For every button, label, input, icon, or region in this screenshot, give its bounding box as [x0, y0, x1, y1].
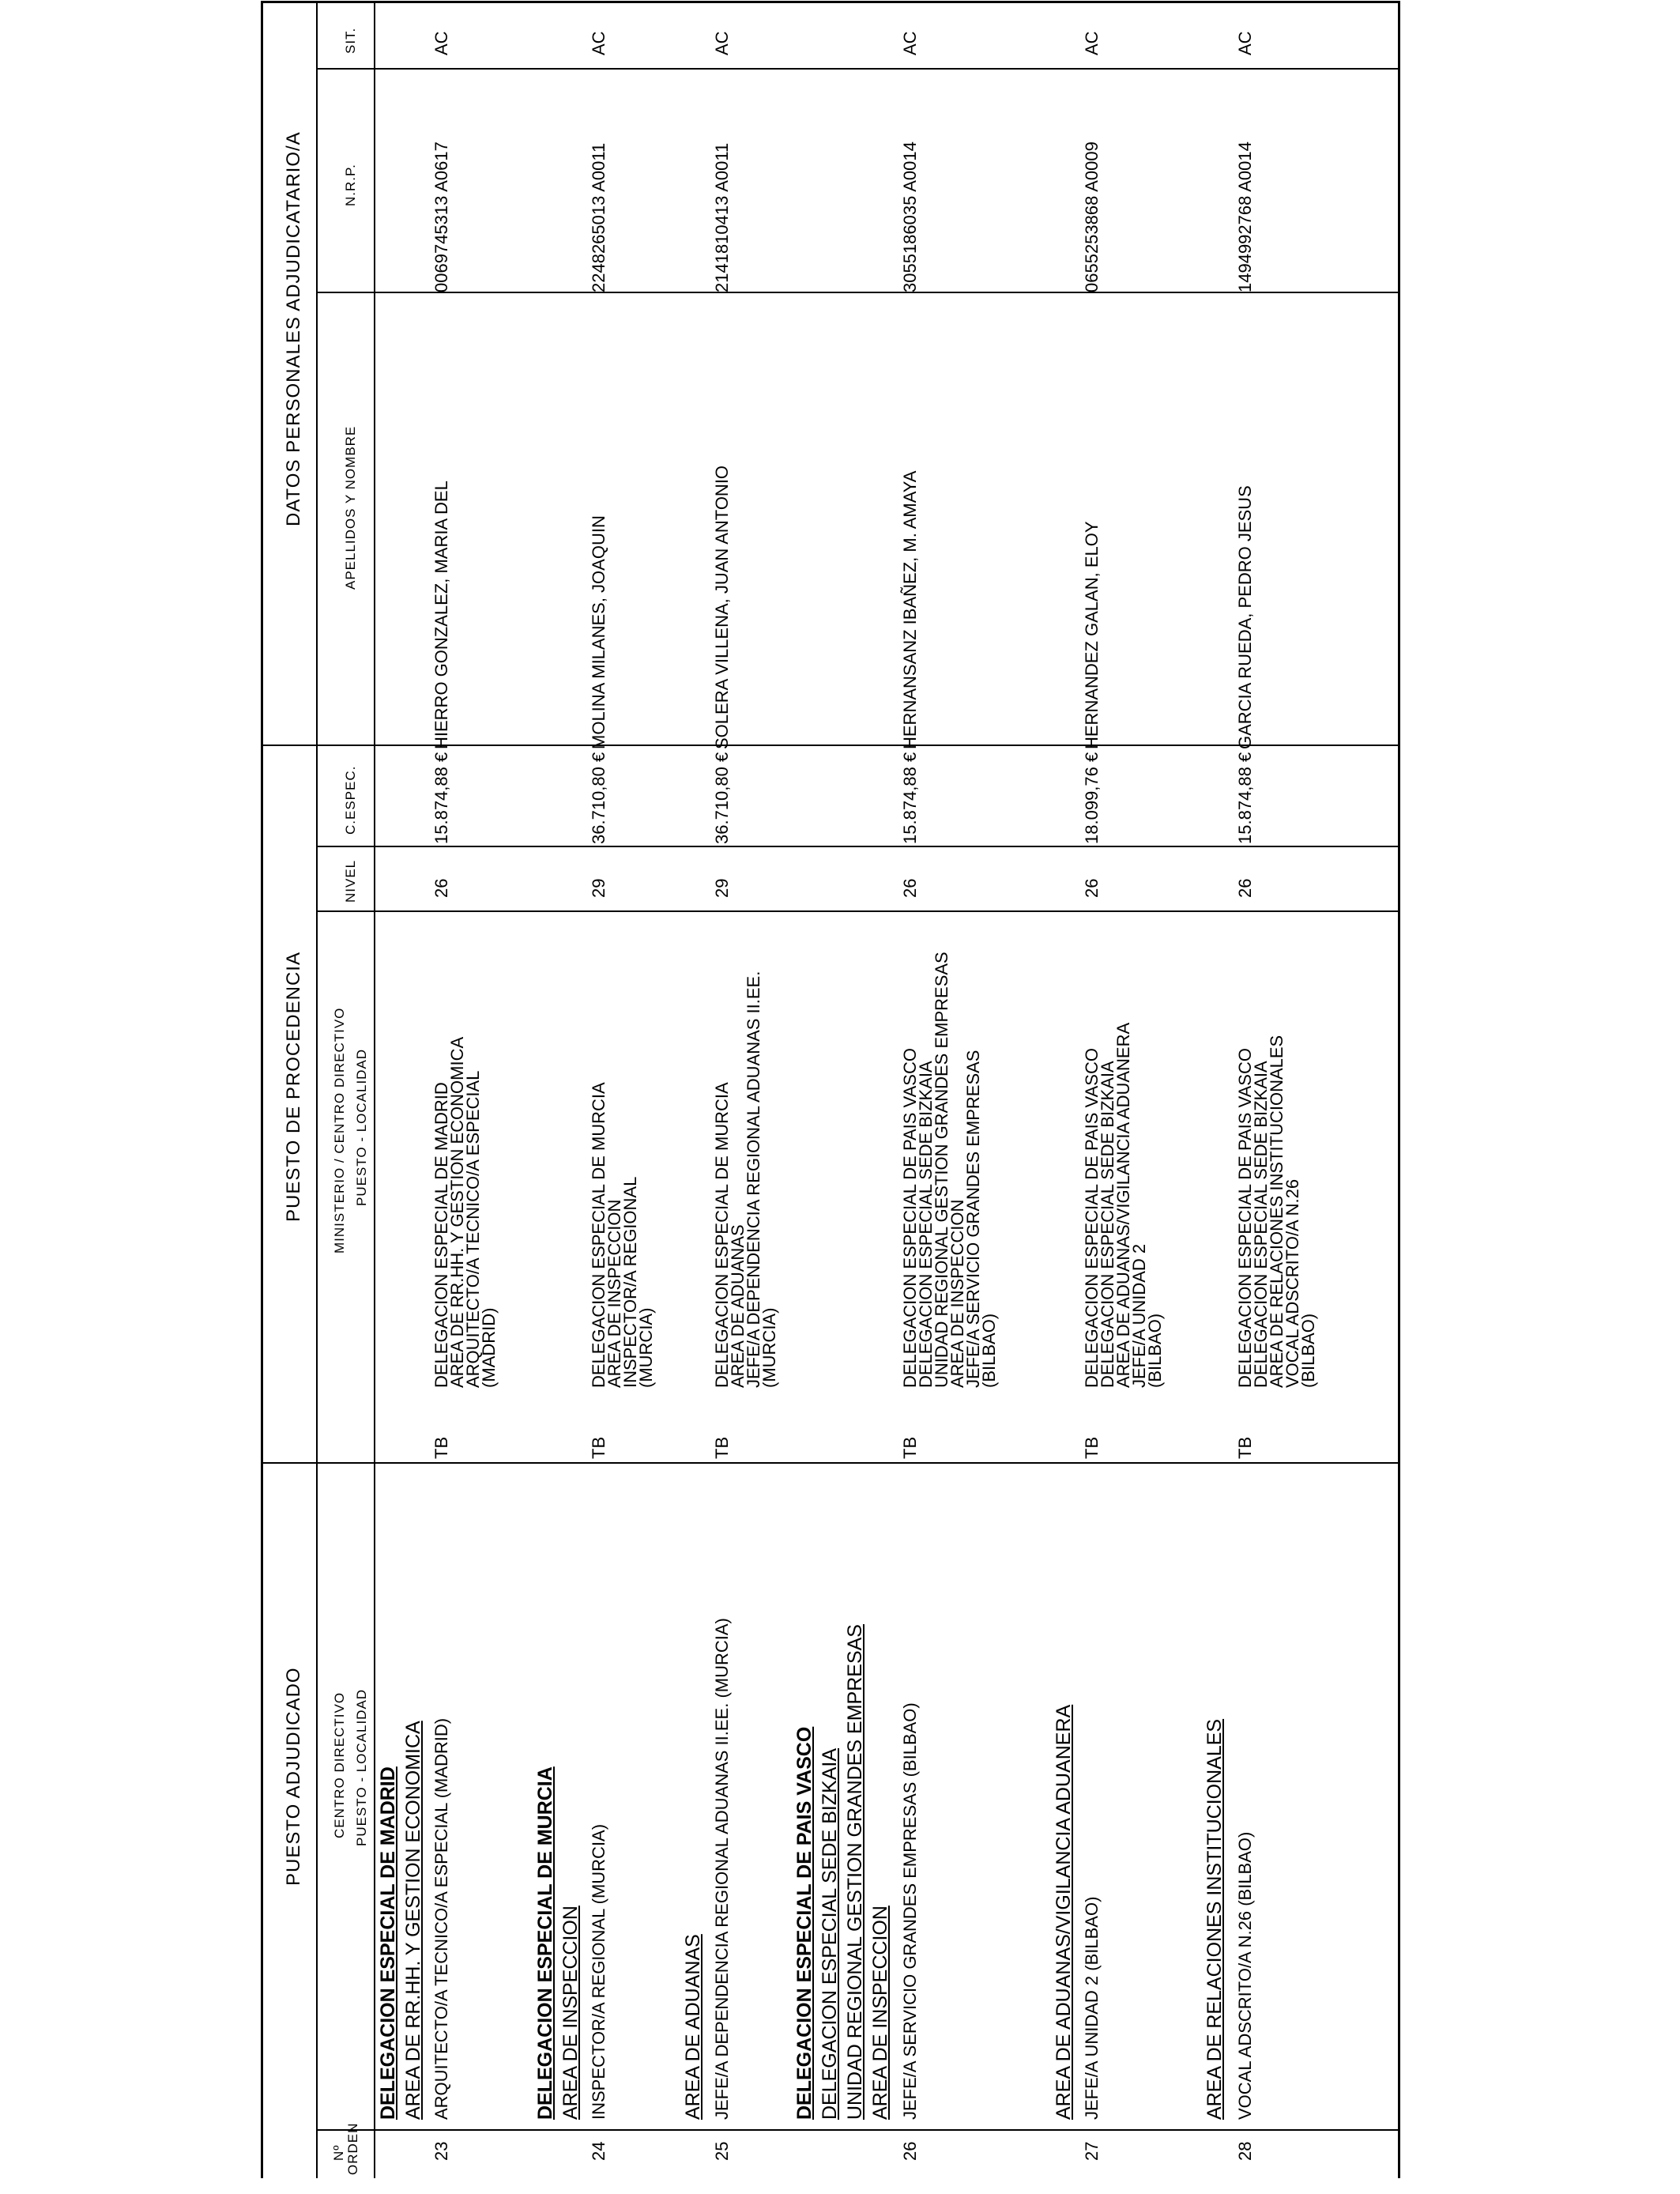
row-25-cespec: 36.710,80 € [712, 752, 732, 844]
row-23-sit: AC [431, 31, 451, 55]
header-centro-directivo: CENTRO DIRECTIVO [332, 1691, 347, 1838]
row-28-orden: 28 [1235, 2141, 1255, 2161]
header-orden: ORDEN [345, 2122, 360, 2175]
row-24-orden: 24 [589, 2141, 608, 2161]
row-23-nrp: 0069745313 A0617 [431, 141, 451, 292]
header-nivel: NIVEL [343, 859, 358, 903]
row-28-cespec: 15.874,88 € [1235, 752, 1255, 844]
row-25-nivel: 29 [712, 878, 732, 898]
section-unidad-grandes-empresas: UNIDAD REGIONAL GESTION GRANDES EMPRESAS [844, 1624, 866, 2120]
header-nrp: N.R.P. [343, 164, 358, 206]
row-26-tipo: TB [900, 1436, 920, 1459]
header-c-espec: C.ESPEC. [343, 765, 358, 835]
row-26-procedencia-4: AREA DE INSPECCION [947, 1199, 967, 1388]
row-26-procedencia-5: JEFE/A SERVICIO GRANDES EMPRESAS [963, 1050, 983, 1388]
header-apellidos: APELLIDOS Y NOMBRE [343, 425, 358, 590]
row-25-orden: 25 [712, 2141, 732, 2161]
header-puesto-adjudicado: PUESTO ADJUDICADO [283, 1667, 304, 1886]
header-sit: SIT. [343, 27, 358, 54]
row-27-sit: AC [1082, 31, 1102, 55]
header-puesto-procedencia: PUESTO DE PROCEDENCIA [283, 952, 304, 1222]
row-27-procedencia-5: (BILBAO) [1145, 1313, 1165, 1388]
row-24-procedencia-1: DELEGACION ESPECIAL DE MURCIA [589, 1082, 608, 1388]
section-delegacion-pais-vasco: DELEGACION ESPECIAL DE PAIS VASCO [793, 1726, 816, 2120]
row-28-nombre: GARCIA RUEDA, PEDRO JESUS [1235, 485, 1255, 749]
row-24-procedencia-2: AREA DE INSPECCION [605, 1199, 624, 1388]
column-divider-nivel [318, 910, 1399, 912]
row-24-nivel: 29 [589, 878, 608, 898]
row-23-cespec: 15.874,88 € [431, 752, 451, 844]
row-27-nrp: 0655253868 A0009 [1082, 141, 1102, 292]
row-27-procedencia-2: DELEGACION ESPECIAL SEDE BIZKAIA [1098, 1061, 1117, 1388]
row-26-sit: AC [900, 31, 920, 55]
row-27-orden: 27 [1082, 2141, 1102, 2161]
row-24-sit: AC [589, 31, 608, 55]
section-delegacion-madrid: DELEGACION ESPECIAL DE MADRID [377, 1766, 399, 2120]
row-26-nrp: 3055186035 A0014 [900, 141, 920, 292]
row-28-procedencia-5: (BILBAO) [1298, 1313, 1318, 1388]
header-n: Nº [331, 2144, 346, 2161]
row-23-puesto: ARQUITECTO/A TECNICO/A ESPECIAL (MADRID) [431, 1717, 451, 2120]
row-27-puesto: JEFE/A UNIDAD 2 (BILBAO) [1082, 1896, 1102, 2120]
row-24-cespec: 36.710,80 € [589, 752, 608, 844]
group-header-rule [316, 1, 318, 2178]
row-28-procedencia-3: AREA DE RELACIONES INSTITUCIONALES [1267, 1035, 1286, 1388]
row-26-nombre: HERNANSANZ IBAÑEZ, M. AMAYA [900, 470, 920, 749]
table-border-bottom [1398, 1, 1400, 2178]
row-26-procedencia-1: DELEGACION ESPECIAL DE PAIS VASCO [900, 1048, 920, 1388]
row-27-procedencia-4: JEFE/A UNIDAD 2 [1129, 1243, 1149, 1388]
header-puesto-localidad-2: PUESTO - LOCALIDAD [354, 1048, 369, 1206]
row-26-procedencia-6: (BILBAO) [979, 1313, 999, 1388]
row-26-cespec: 15.874,88 € [900, 752, 920, 844]
header-ministerio: MINISTERIO / CENTRO DIRECTIVO [332, 1007, 347, 1253]
section-area-aduanas-murcia: AREA DE ADUANAS [682, 1934, 704, 2120]
row-25-tipo: TB [712, 1436, 732, 1459]
row-28-sit: AC [1235, 31, 1255, 55]
row-28-procedencia-1: DELEGACION ESPECIAL DE PAIS VASCO [1235, 1048, 1255, 1388]
row-23-procedencia-3: ARQUITECTO/A TECNICO/A ESPECIAL [463, 1070, 483, 1388]
row-27-procedencia-3: AREA DE ADUANAS/VIGILANCIA ADUANERA [1113, 1022, 1133, 1388]
row-25-nrp: 2141810413 A0011 [712, 142, 732, 292]
row-25-procedencia-2: AREA DE ADUANAS [728, 1224, 748, 1388]
row-28-nrp: 1494992768 A0014 [1235, 141, 1255, 292]
section-area-relaciones: AREA DE RELACIONES INSTITUCIONALES [1203, 1718, 1226, 2120]
row-24-procedencia-3: INSPECTOR/A REGIONAL [620, 1176, 640, 1388]
row-26-nivel: 26 [900, 878, 920, 898]
row-25-procedencia-4: (MURCIA) [759, 1307, 779, 1388]
table-border-right [261, 1, 1400, 3]
row-25-nombre: SOLERA VILLENA, JUAN ANTONIO [712, 465, 732, 749]
column-divider-nrp [318, 68, 1399, 70]
row-25-sit: AC [712, 31, 732, 55]
row-23-nivel: 26 [431, 878, 451, 898]
row-28-nivel: 26 [1235, 878, 1255, 898]
row-24-puesto: INSPECTOR/A REGIONAL (MURCIA) [589, 1823, 608, 2120]
row-27-cespec: 18.099,76 € [1082, 752, 1102, 844]
row-27-nombre: HERNANDEZ GALAN, ELOY [1082, 521, 1102, 749]
row-25-procedencia-1: DELEGACION ESPECIAL DE MURCIA [712, 1082, 732, 1388]
adjudication-table [261, 1, 1400, 2178]
section-sede-bizkaia: DELEGACION ESPECIAL SEDE BIZKAIA [819, 1747, 841, 2120]
row-24-procedencia-4: (MURCIA) [636, 1307, 656, 1388]
section-area-rrhh: AREA DE RR.HH. Y GESTION ECONOMICA [402, 1721, 424, 2120]
row-23-procedencia-2: AREA DE RR.HH. Y GESTION ECONOMICA [447, 1036, 467, 1388]
row-27-procedencia-1: DELEGACION ESPECIAL DE PAIS VASCO [1082, 1048, 1102, 1388]
header-bottom-rule [374, 1, 375, 2178]
row-25-puesto: JEFE/A DEPENDENCIA REGIONAL ADUANAS II.EE. (MURCIA) [712, 1618, 732, 2120]
row-23-procedencia-4: (MADRID) [479, 1307, 499, 1388]
section-area-inspeccion-murcia: AREA DE INSPECCION [559, 1906, 582, 2120]
row-28-procedencia-2: DELEGACION ESPECIAL SEDE BIZKAIA [1251, 1061, 1271, 1388]
row-24-nrp: 2248265013 A0011 [589, 142, 608, 292]
row-23-tipo: TB [431, 1436, 451, 1459]
row-26-procedencia-2: DELEGACION ESPECIAL SEDE BIZKAIA [916, 1061, 936, 1388]
column-divider-orden [318, 2129, 1399, 2131]
row-24-tipo: TB [589, 1436, 608, 1459]
row-25-procedencia-3: JEFE/A DEPENDENCIA REGIONAL ADUANAS II.EE. [744, 971, 763, 1388]
row-26-orden: 26 [900, 2141, 920, 2161]
section-area-inspeccion-pv: AREA DE INSPECCION [869, 1906, 891, 2120]
section-area-aduanas-pv: AREA DE ADUANAS/VIGILANCIA ADUANERA [1053, 1704, 1075, 2120]
row-28-tipo: TB [1235, 1436, 1255, 1459]
row-28-procedencia-4: VOCAL ADSCRITO/A N.26 [1283, 1178, 1302, 1388]
column-divider-cespec [318, 846, 1399, 847]
row-23-orden: 23 [431, 2141, 451, 2161]
row-23-procedencia-1: DELEGACION ESPECIAL DE MADRID [431, 1082, 451, 1388]
row-27-nivel: 26 [1082, 878, 1102, 898]
header-puesto-localidad: PUESTO - LOCALIDAD [354, 1688, 369, 1846]
row-23-nombre: HIERRO GONZALEZ, MARIA DEL [431, 481, 451, 749]
row-28-puesto: VOCAL ADSCRITO/A N.26 (BILBAO) [1235, 1831, 1255, 2120]
row-26-procedencia-3: UNIDAD REGIONAL GESTION GRANDES EMPRESAS [932, 952, 951, 1388]
section-delegacion-murcia: DELEGACION ESPECIAL DE MURCIA [534, 1766, 556, 2120]
column-divider-adjudicado [261, 1462, 1399, 1464]
table-border-top [261, 1, 263, 2178]
row-26-puesto: JEFE/A SERVICIO GRANDES EMPRESAS (BILBAO) [900, 1702, 920, 2120]
row-27-tipo: TB [1082, 1436, 1102, 1459]
header-datos-personales: DATOS PERSONALES ADJUDICATARIO/A [283, 131, 304, 526]
row-24-nombre: MOLINA MILANES, JOAQUIN [589, 515, 608, 749]
